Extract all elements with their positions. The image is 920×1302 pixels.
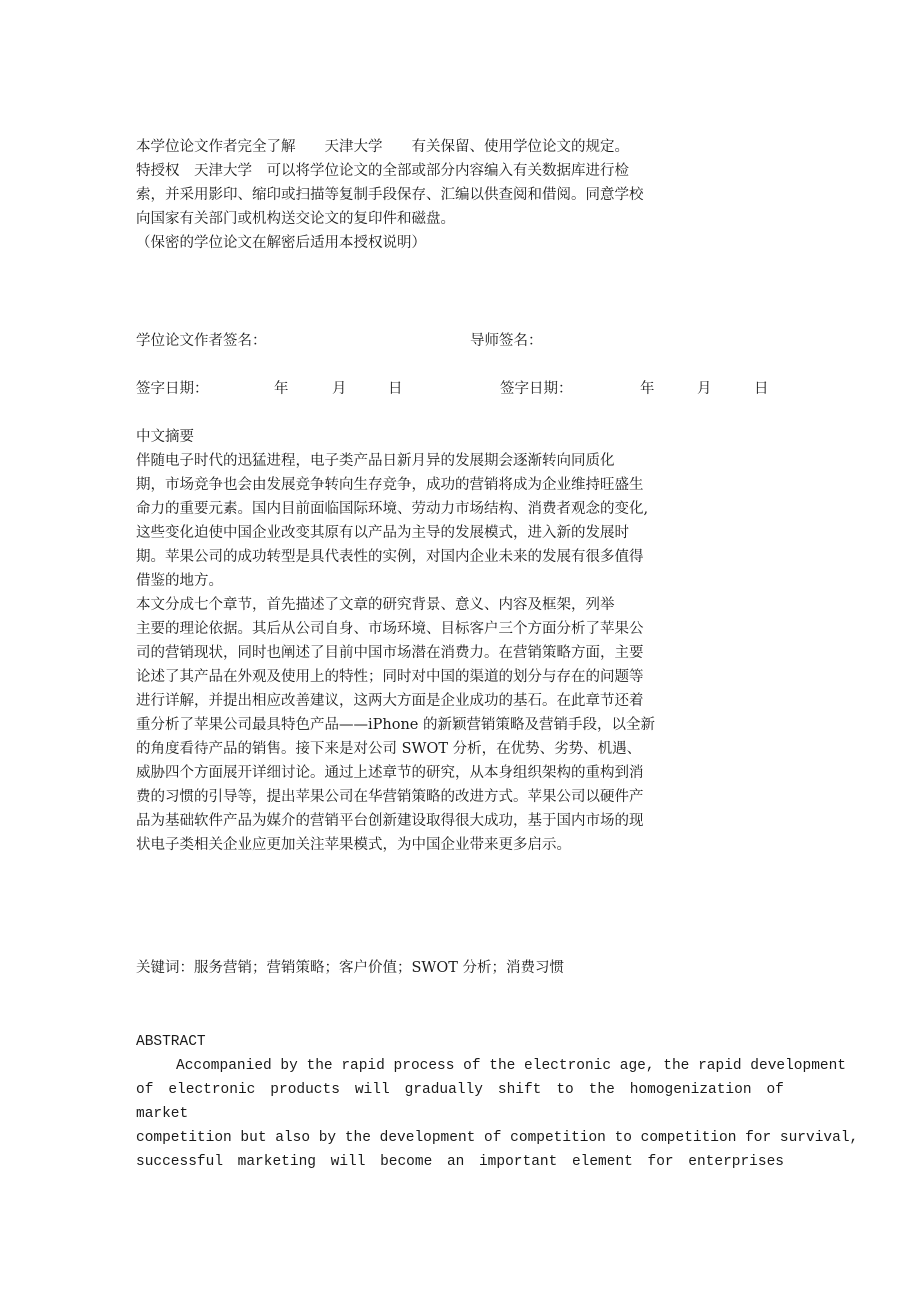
abstract-en-justified-line [136, 1150, 784, 1174]
authorization-line-3: 索，并采用影印、缩印或扫描等复制手段保存、汇编以供查阅和借阅。同意学校 [136, 187, 644, 203]
abstract-cn-line: 重分析了苹果公司最具特色产品——iPhone 的新颖营销策略及营销手段，以全新 [136, 717, 655, 733]
abstract-en-word: enterprises [688, 1154, 784, 1170]
date-year-left: 年 [274, 381, 289, 397]
abstract-cn-line: 的角度看待产品的销售。接下来是对公司 SWOT 分析，在优势、劣势、机遇、 [136, 741, 642, 757]
keywords: 关键词：服务营销；营销策略；客户价值；SWOT 分析；消费习惯 [136, 960, 565, 976]
abstract-en-justified-line [136, 1078, 784, 1102]
abstract-en-word: will [330, 1154, 366, 1170]
abstract-en-word: element [571, 1154, 633, 1170]
abstract-en-word: an [446, 1154, 465, 1170]
abstract-en-heading: ABSTRACT [136, 1034, 206, 1050]
abstract-cn-line: 状电子类相关企业应更加关注苹果模式，为中国企业带来更多启示。 [136, 837, 571, 853]
abstract-en-line: Accompanied by the rapid process of the electronic age, the rapid development [176, 1058, 847, 1074]
abstract-en-word: the [588, 1082, 615, 1098]
authorization-line-1: 本学位论文作者完全了解 天津大学 有关保留、使用学位论文的规定。 [136, 139, 629, 155]
date-label-left: 签字日期： [136, 381, 209, 397]
abstract-en-word: homogenization [629, 1082, 752, 1098]
authorization-line-2: 特授权 天津大学 可以将学位论文的全部或部分内容编入有关数据库进行检 [136, 163, 629, 179]
abstract-cn-line: 论述了其产品在外观及使用上的特性；同时对中国的渠道的划分与存在的问题等 [136, 669, 644, 685]
abstract-cn-line: 本文分成七个章节，首先描述了文章的研究背景、意义、内容及框架，列举 [136, 597, 615, 613]
abstract-cn-line: 进行详解，并提出相应改善建议，这两大方面是企业成功的基石。在此章节还着 [136, 693, 644, 709]
abstract-cn-line: 期。苹果公司的成功转型是具代表性的实例，对国内企业未来的发展有很多值得 [136, 549, 644, 565]
abstract-cn-line: 借鉴的地方。 [136, 573, 223, 589]
author-signature-label: 学位论文作者签名： [136, 333, 267, 349]
abstract-en-word: products [270, 1082, 340, 1098]
date-label-right: 签字日期： [500, 381, 573, 397]
abstract-cn-heading: 中文摘要 [136, 429, 194, 445]
abstract-en-word: for [647, 1154, 674, 1170]
abstract-en-word: marketing [237, 1154, 316, 1170]
authorization-line-4: 向国家有关部门或机构送交论文的复印件和磁盘。 [136, 211, 455, 227]
abstract-en-word: become [380, 1154, 433, 1170]
abstract-en-word: gradually [404, 1082, 483, 1098]
date-month-right: 月 [697, 381, 712, 397]
abstract-cn-line: 品为基础软件产品为媒介的营销平台创新建设取得很大成功，基于国内市场的现 [136, 813, 644, 829]
date-month-left: 月 [332, 381, 347, 397]
abstract-cn-line: 主要的理论依据。其后从公司自身、市场环境、目标客户三个方面分析了苹果公 [136, 621, 644, 637]
abstract-en-word: of [766, 1082, 784, 1098]
abstract-en-line: market [136, 1106, 189, 1122]
abstract-en-line: competition but also by the development of competition to competition for survival, [136, 1130, 859, 1146]
abstract-cn-line: 伴随电子时代的迅猛进程，电子类产品日新月异的发展期会逐渐转向同质化 [136, 453, 615, 469]
abstract-en-word: electronic [168, 1082, 256, 1098]
abstract-cn-line: 威胁四个方面展开详细讨论。通过上述章节的研究，从本身组织架构的重构到消 [136, 765, 644, 781]
abstract-cn-line: 司的营销现状，同时也阐述了目前中国市场潜在消费力。在营销策略方面，主要 [136, 645, 644, 661]
abstract-en-word: will [354, 1082, 390, 1098]
date-day-right: 日 [754, 381, 769, 397]
abstract-en-word: important [478, 1154, 558, 1170]
advisor-signature-label: 导师签名： [470, 333, 543, 349]
abstract-cn-line: 这些变化迫使中国企业改变其原有以产品为主导的发展模式，进入新的发展时 [136, 525, 629, 541]
date-day-left: 日 [388, 381, 403, 397]
abstract-en-word: shift [497, 1082, 542, 1098]
abstract-en-word: of [136, 1082, 154, 1098]
abstract-en-word: successful [136, 1154, 224, 1170]
abstract-cn-line: 期，市场竞争也会由发展竞争转向生存竞争，成功的营销将成为企业维持旺盛生 [136, 477, 644, 493]
abstract-cn-line: 费的习惯的引导等，提出苹果公司在华营销策略的改进方式。苹果公司以硬件产 [136, 789, 644, 805]
abstract-cn-line: 命力的重要元素。国内目前面临国际环境、劳动力市场结构、消费者观念的变化, [136, 501, 649, 517]
abstract-en-word: to [556, 1082, 574, 1098]
date-year-right: 年 [640, 381, 655, 397]
authorization-note: （保密的学位论文在解密后适用本授权说明） [136, 235, 426, 251]
